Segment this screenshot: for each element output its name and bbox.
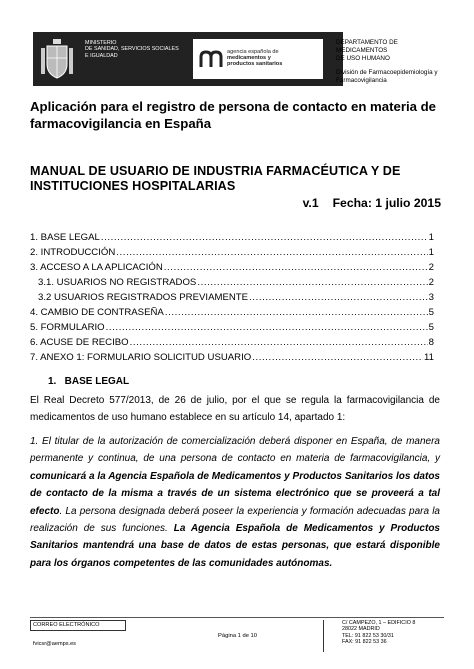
aemps-logo-box [193,39,323,79]
toc-entry[interactable]: 4. CAMBIO DE CONTRASEÑA ..... 5 [30,307,434,322]
toc-entry[interactable]: 3.2 USUARIOS REGISTRADOS PREVIAMENTE ..... 3 [30,292,434,307]
department-name: DEPARTAMENTO DE MEDICAMENTOS DE USO HUMANO [336,39,398,62]
division-name: División de Farmacoepidemiología y Farmacovigilancia [336,69,438,84]
section-heading: 1. BASE LEGAL [48,376,130,387]
ministry-name: MINISTERIO DE SANIDAD, SERVICIOS SOCIALES E IGUALDAD [85,40,179,59]
ministry-banner [33,32,343,86]
toc-entry[interactable]: 1. BASE LEGAL ..... 1 [30,232,434,247]
toc-entry[interactable]: 6. ACUSE DE RECIBO ..... 8 [30,337,434,352]
agency-name: agencia española de medicamentos y productos sanitarios [227,49,283,68]
toc-entry[interactable]: 3.1. USUARIOS NO REGISTRADOS ..... 2 [30,277,434,292]
header-logos [33,32,333,86]
paragraph-legal-intro: El Real Decreto 577/2013, de 26 de julio, por el que se regula la farmacovigilancia de medicamentos de uso humano establece en su artículo 14, apartado 1: [30,395,440,424]
footer-email[interactable]: fvicsr@aemps.es [33,641,76,647]
department-info [336,39,456,85]
document-title: Aplicación para el registro de persona de contacto en materia de farmacovigilancia en España [30,99,437,131]
paragraph-legal-quote: 1. El titular de la autorización de comercialización deberá disponer en España, de manera permanente y continua, de una persona de contacto en materia de farmacovigilancia, y comunicará a la Agencia Española de Medicamentos y Productos Sanitarios los datos de contacto de la misma a través de un sistema electrónico que se proveerá a tal efecto. La persona designada deberá poseer la experiencia y formación adecuadas para la realización de sus funciones. La Agencia Española de Medicamentos y Productos Sanitarios mantendrá una base de datos de estas personas, que estará disponible para los órganos competentes de las comunidades autónomas. [30,436,440,569]
footer-email-label: CORREO ELECTRÓNICO [30,620,126,631]
coat-of-arms-icon [39,38,75,80]
version-label: v.1 [302,196,319,210]
footer-divider [30,617,444,618]
version-date [303,196,441,210]
toc-entry[interactable]: 3. ACCESO A LA APLICACIÓN ..... 2 [30,262,434,277]
manual-title: MANUAL DE USUARIO DE INDUSTRIA FARMACÉUTICA Y DE INSTITUCIONES HOSPITALARIAS [30,164,401,193]
table-of-contents [30,232,434,367]
footer-address: C/ CAMPEZO, 1 – EDIFICIO 8 28022 MADRID TEL: 91 822 53 30/31 FAX: 91 822 53 36 [342,620,416,645]
date-label: Fecha: 1 julio 2015 [332,196,441,210]
toc-entry[interactable]: 5. FORMULARIO ..... 5 [30,322,434,337]
page-number: Página 1 de 10 [218,633,258,639]
footer-vertical-divider [323,620,324,652]
toc-entry[interactable]: 2. INTRODUCCIÓN ..... 1 [30,247,434,262]
aemps-logo-icon [199,49,223,69]
toc-entry[interactable]: 7. ANEXO 1: FORMULARIO SOLICITUD USUARIO ..... 11 [30,352,434,367]
